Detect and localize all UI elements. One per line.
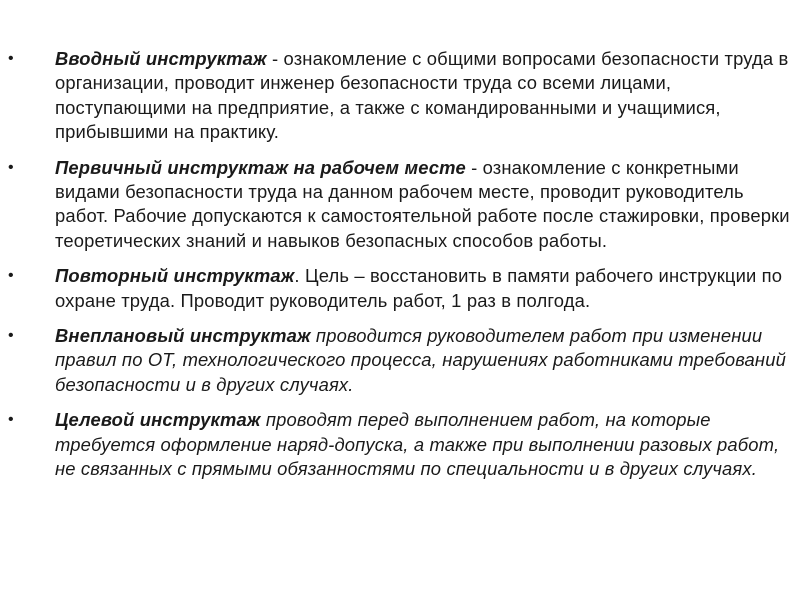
list-item	[8, 324, 793, 397]
item-description: проводят перед выполнением работ, на которые требуется оформление наряд-допуска, а также при выполнении разовых работ, не связанных с прямыми обязанностями по специальности и в других случаях.	[55, 409, 780, 480]
bullet-list	[8, 47, 793, 493]
bullet-icon: •	[8, 158, 14, 176]
bullet-icon: •	[8, 327, 14, 345]
item-term: Целевой инструктаж	[55, 409, 261, 431]
item-description: проводится руководителем работ при изменении правил по ОТ, технологического процесса, нарушениях работниками требований безопасности и в других случаях.	[55, 325, 786, 395]
item-term: Повторный инструктаж	[55, 265, 295, 287]
list-item	[8, 47, 793, 145]
bullet-icon: •	[8, 50, 14, 67]
item-term: Первичный инструктаж на рабочем месте	[55, 156, 466, 178]
bullet-icon: •	[8, 267, 14, 285]
item-term: Вводный инструктаж	[55, 48, 267, 69]
list-item	[8, 408, 793, 481]
item-description: . Цель – восстановить в памяти рабочего инструкции по охране труда. Проводит руководитель работ, 1 раз в полгода.	[55, 265, 783, 311]
bullet-icon: •	[8, 411, 14, 429]
item-term: Внеплановый инструктаж	[55, 325, 311, 347]
item-description: - ознакомление с конкретными видами безопасности труда на данном рабочем месте, проводит руководитель работ. Рабочие допускаются к самостоятельной работе после стажировки, проверки теоретических знаний и навыков безопасных способов работы.	[55, 156, 790, 251]
list-item	[8, 264, 793, 313]
list-item	[8, 156, 793, 254]
item-description: - ознакомление с общими вопросами безопасности труда в организации, проводит инженер безопасности труда со всеми лицами, поступающими на предприятие, а также с командированными и учащимися, прибывшими на практику.	[55, 48, 789, 143]
